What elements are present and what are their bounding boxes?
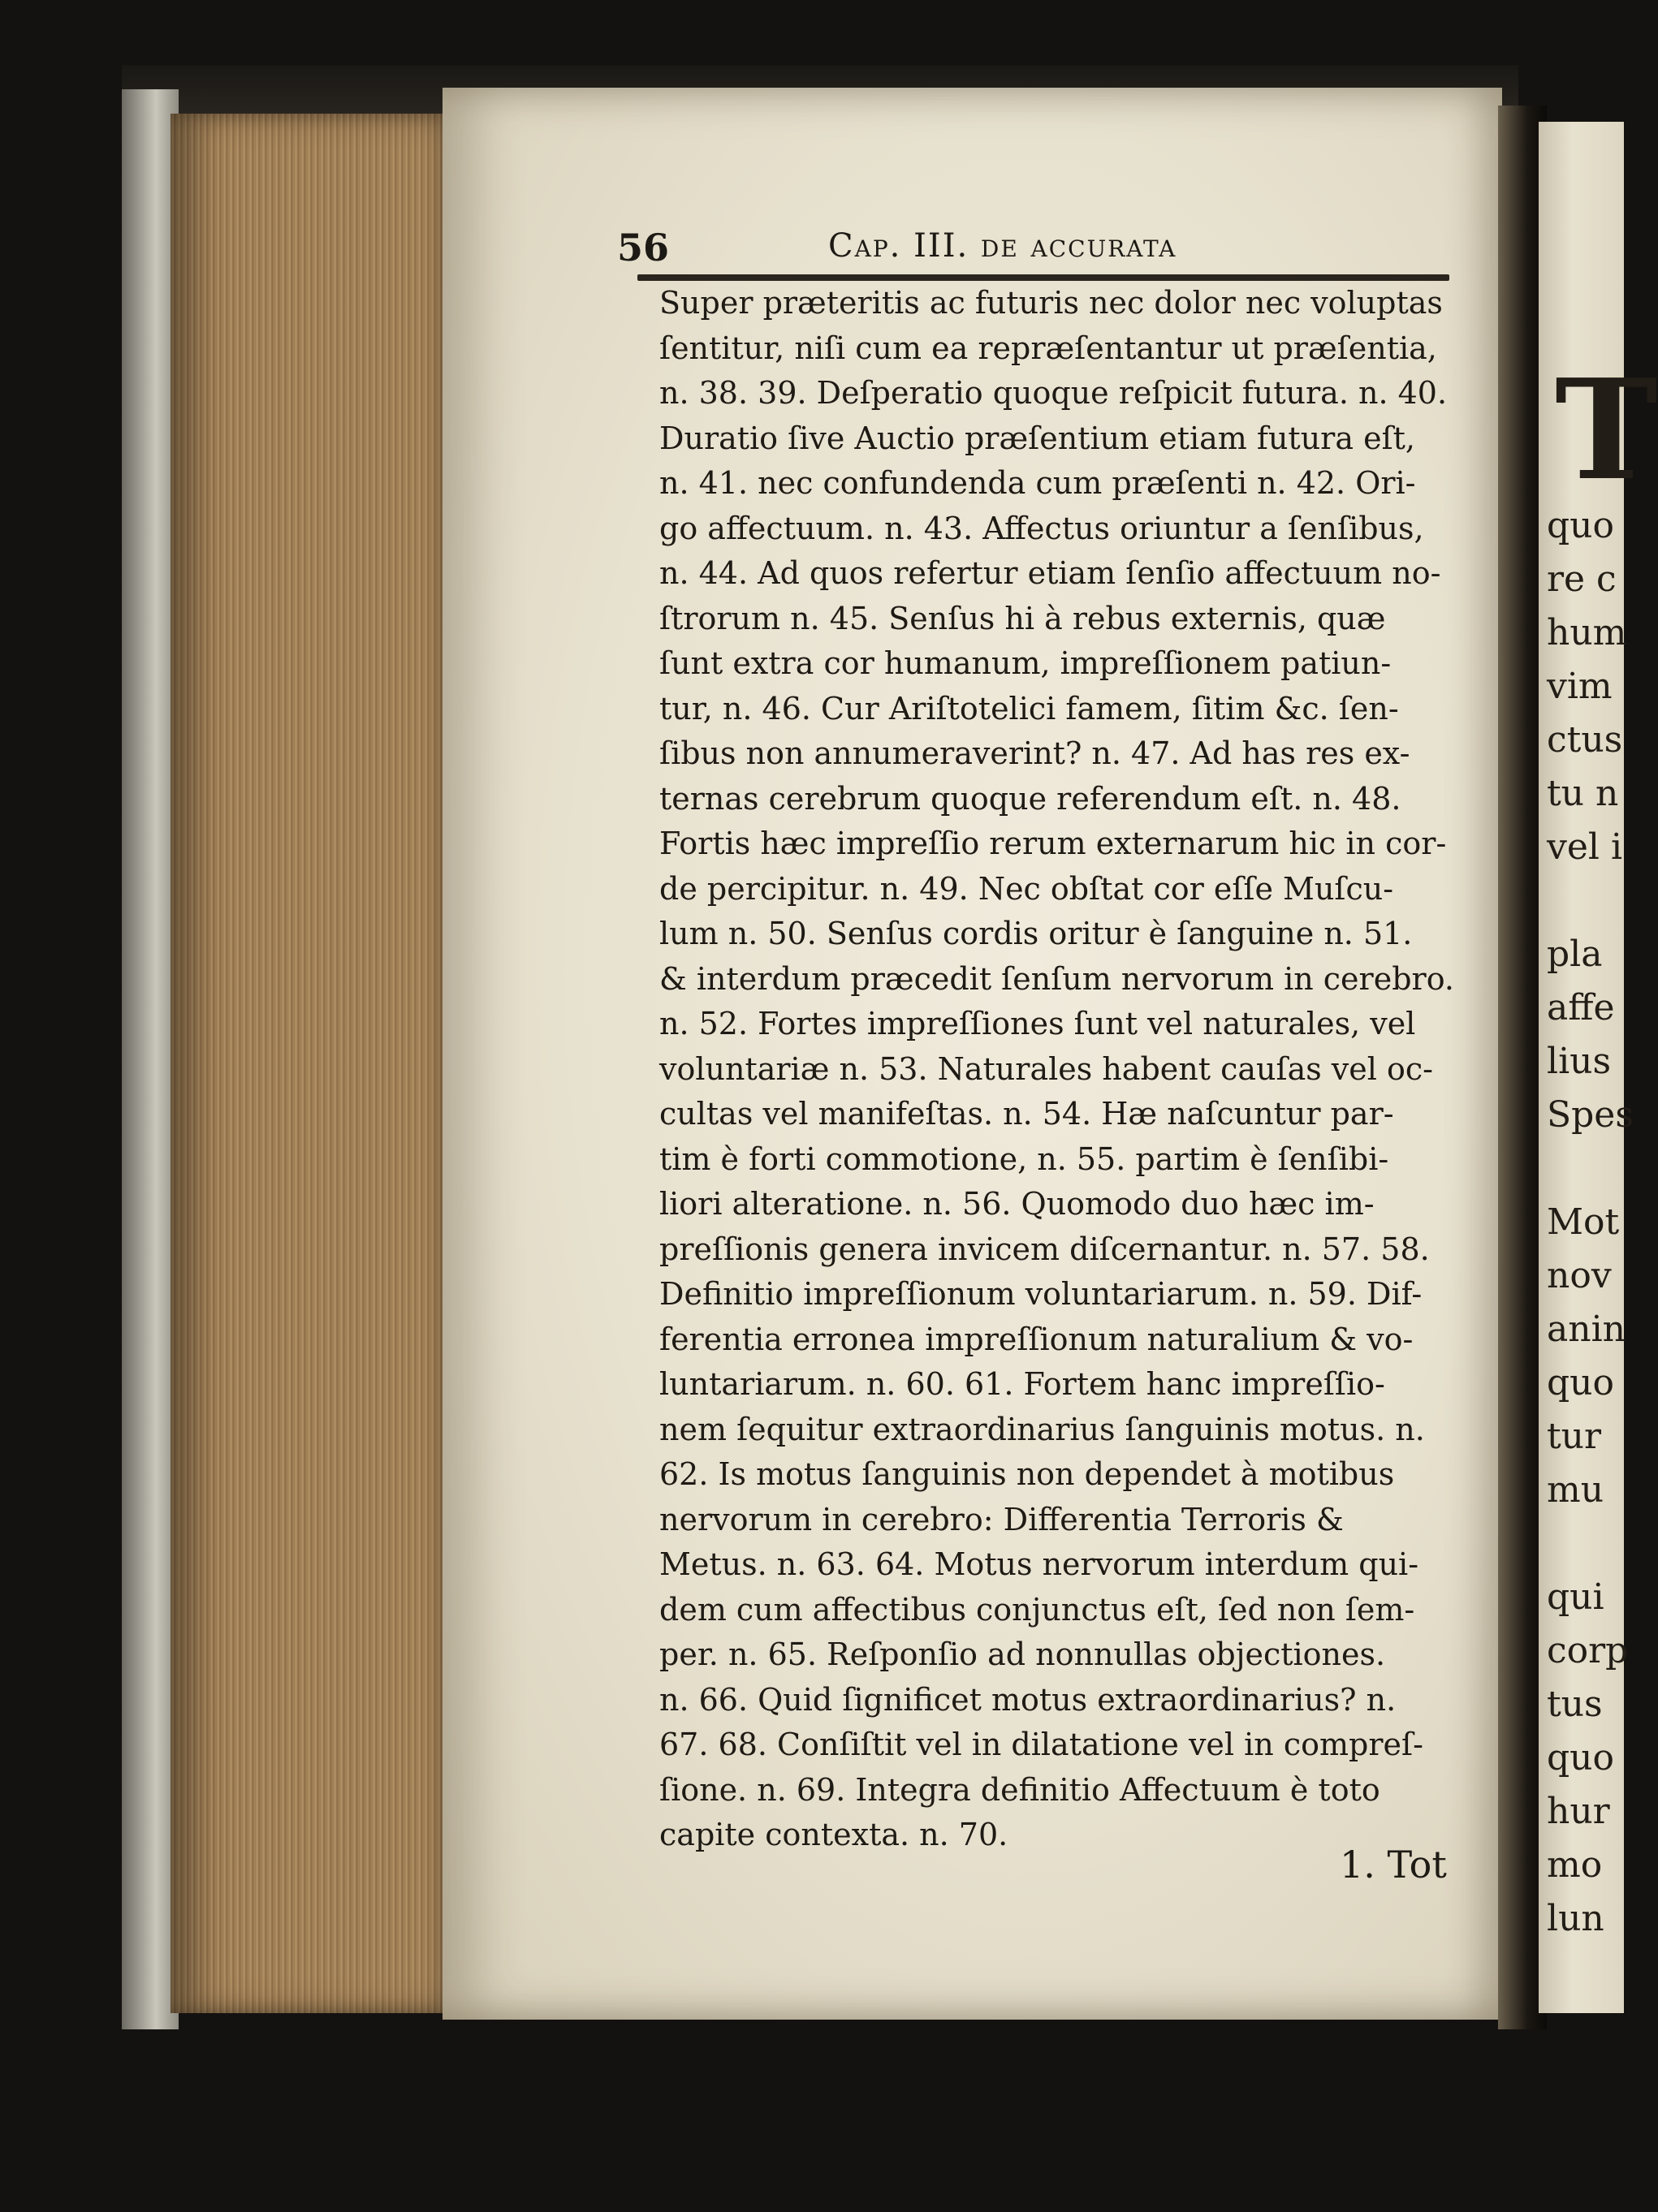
text-line: capite contexta. n. 70. [659,1817,1008,1852]
right-page-line: mo [1547,1844,1603,1886]
right-page-line: nov [1547,1255,1612,1296]
text-line: nem ſequitur extraordinarius ſanguinis motus. n. [659,1411,1425,1447]
right-page-line: vim [1547,666,1613,707]
text-line: nervorum in cerebro: Differentia Terroris & [659,1501,1344,1537]
text-line: tim è forti commotione, n. 55. partim è ſenſibi- [659,1140,1389,1177]
right-page-line: quo [1547,1737,1614,1779]
right-page-line: quo [1547,505,1614,546]
text-line: preſſionis genera invicem diſcernantur. n. 57. 58. [659,1231,1430,1267]
text-line: ternas cerebrum quoque referendum eſt. n. 48. [659,780,1401,817]
right-page-line: quo [1547,1362,1614,1404]
text-line: ſione. n. 69. Integra definitio Affectuum è toto [659,1771,1380,1808]
text-line: Super præteritis ac futuris nec dolor nec voluptas [659,285,1443,321]
running-head: Cap. III. de accurata [828,227,1177,265]
text-line: n. 44. Ad quos refertur etiam ſenſio affectuum no- [659,555,1441,591]
text-line: ſentitur, niſi cum ea repræſentantur ut præſentia, [659,330,1437,366]
right-page-line: mu [1547,1469,1604,1511]
right-page-line: anin [1547,1309,1626,1350]
right-page-line: Spes [1547,1094,1634,1136]
right-page-line: re c [1547,558,1617,600]
text-line: per. n. 65. Reſponſio ad nonnullas objectiones. [659,1636,1386,1672]
text-line: ſibus non annumeraverint? n. 47. Ad has res ex- [659,735,1410,771]
text-line: luntariarum. n. 60. 61. Fortem hanc impreſſio- [659,1366,1385,1402]
text-line: cultas vel manifeſtas. n. 54. Hæ naſcuntur par- [659,1096,1394,1132]
page-body-text [659,280,1471,1852]
text-line: ſtrorum n. 45. Senſus hi à rebus externis, quæ [659,600,1386,636]
right-page-line: affe [1547,987,1615,1028]
text-line: lum n. 50. Senſus cordis oritur è ſanguine n. 51. [659,916,1413,951]
text-line: n. 52. Fortes impreſſiones ſunt vel naturales, vel [659,1006,1416,1041]
text-line: 62. Is motus ſanguinis non dependet à motibus [659,1456,1395,1492]
text-line: Metus. n. 63. 64. Motus nervorum interdum qui- [659,1546,1419,1582]
text-line: & interdum præcedit ſenſum nervorum in cerebro. [659,960,1454,997]
page-number: 56 [617,226,670,269]
right-page-line: hum [1547,612,1627,653]
page-block-edge [171,114,447,2013]
text-line: go affectuum. n. 43. Affectus oriuntur a ſenſibus, [659,510,1424,546]
right-page-line: Mot [1547,1201,1620,1243]
text-line: n. 41. nec confundenda cum præſenti n. 42. Ori- [659,465,1416,501]
right-page-line: ctus [1547,719,1623,761]
right-page-line: tu n [1547,773,1619,814]
text-line: tur, n. 46. Cur Ariſtotelici famem, ſitim &c. ſen- [659,690,1399,727]
right-page-initial: T [1555,349,1658,511]
text-line: dem cum affectibus conjunctus eſt, ſed non ſem- [659,1591,1415,1628]
text-line: Duratio ſive Auctio præſentium etiam futura eſt, [659,420,1415,456]
right-page-line: vel i [1547,826,1623,868]
right-page-line: hur [1547,1791,1610,1832]
text-line: 67. 68. Conſiſtit vel in dilatatione vel in compreſ- [659,1727,1423,1762]
text-line: n. 66. Quid ſignificet motus extraordinarius? n. [659,1681,1397,1718]
text-line: Fortis hæc impreſſio rerum externarum hic in cor- [659,826,1447,861]
right-page-line: lun [1547,1898,1604,1939]
text-line: ſunt extra cor humanum, impreſſionem patiun- [659,645,1392,681]
text-line: voluntariæ n. 53. Naturales habent cauſas vel oc- [659,1050,1433,1087]
right-page-line: lius [1547,1041,1612,1082]
text-line: Definitio impreſſionum voluntariarum. n. 59. Dif- [659,1276,1423,1312]
right-page-line: tur [1547,1416,1602,1457]
right-page-line: corp [1547,1630,1629,1671]
right-page-line: pla [1547,934,1603,975]
right-page-line: qui [1547,1576,1604,1618]
right-page-line: tus [1547,1684,1603,1725]
text-line: ferentia erronea impreſſionum naturalium & vo- [659,1321,1414,1357]
text-line: de percipitur. n. 49. Nec obſtat cor eſſe Muſcu- [659,870,1394,907]
text-line: n. 38. 39. Deſperatio quoque reſpicit futura. n. 40. [659,375,1448,411]
text-line: liori alteratione. n. 56. Quomodo duo hæc im- [659,1186,1375,1222]
catchword: 1. Tot [1340,1843,1447,1886]
